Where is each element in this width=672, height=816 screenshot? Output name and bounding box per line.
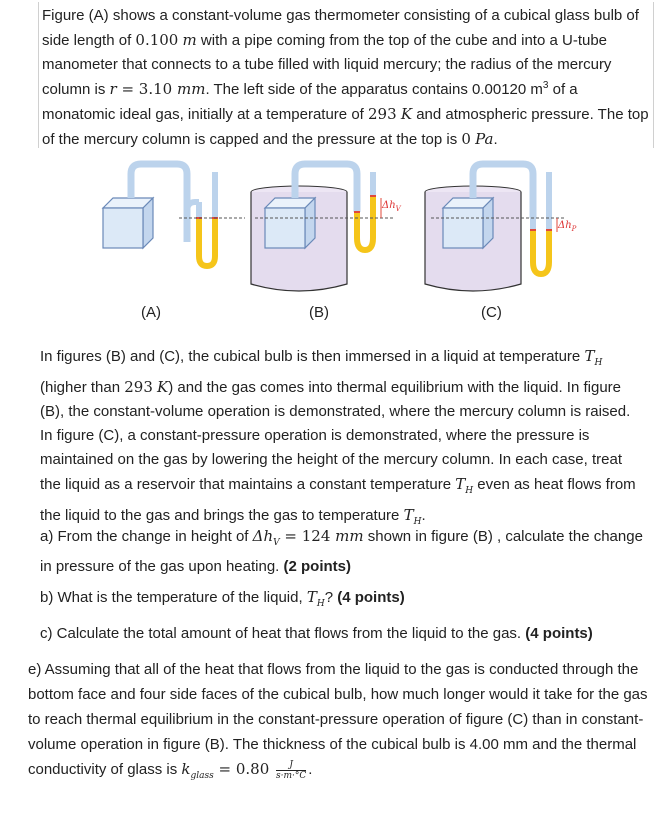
immersion-paragraph: In figures (B) and (C), the cubical bulb is then immersed in a liquid at temperature $T_H$ (higher than 293 K) and the gas comes into thermal equilibrium with the liquid. In figure (B), the constant-volume operation is demonstrated, where the mercury column is raised. In figure (C), a constant-pressure operation is demonstrated, where the pressure is maintained on the gas by lowering the height of the mercury column. In each case, treat the liquid as a reservoir that maintains a constant temperature $T_H$ even as heat flows from the liquid to the gas and brings the gas to temperature $T_H$. xyxy=(40,347,636,527)
intro-text-2: with a pipe coming from the top of the cube and into a U-tube manometer that connects to a tube filled with liquid mercury; the radius of the mercury column is xyxy=(42,32,612,98)
side-length-unit: m xyxy=(182,31,197,49)
delta-h-v-symbol: Δh xyxy=(252,527,274,545)
top-pressure-value: 0 xyxy=(461,130,471,148)
delta-h-v-label: $\Delta h_V$ xyxy=(382,200,401,213)
question-a: a) From the change in height of $\Delta h_V = 124$ mm shown in figure (B) , calculate the change in pressure of the gas upon heating. (2 points) xyxy=(40,527,643,575)
radius-unit: mm xyxy=(176,80,206,98)
delta-h-p-label: $\Delta h_P$ xyxy=(558,220,577,233)
conductivity-unit-fraction: $\frac{J}{s\cdot m\cdot^\circ C}$ xyxy=(276,759,307,781)
figure-label-b: (B) xyxy=(309,304,329,321)
intro-text-6: . xyxy=(493,131,498,148)
apparatus-figure xyxy=(95,152,595,330)
intro-text-5: and atmospheric pressure. The top of the mercury column is capped and the pressure at the top is xyxy=(42,106,649,148)
question-c-points: (4 points) xyxy=(525,625,593,642)
figure-label-a: (A) xyxy=(141,304,161,321)
k-glass-symbol: k xyxy=(181,760,191,778)
question-c: c) Calculate the total amount of heat that flows from the liquid to the gas. (4 points) xyxy=(40,625,593,642)
figure-a-apparatus xyxy=(103,164,245,266)
th-symbol: T xyxy=(584,347,595,365)
question-b-points: (4 points) xyxy=(337,589,405,606)
question-b: b) What is the temperature of the liquid, $T_H$? (4 points) xyxy=(40,588,405,609)
intro-paragraph xyxy=(40,4,650,152)
temperature-unit: K xyxy=(400,105,413,123)
radius-symbol: r xyxy=(109,80,117,98)
intro-text-1: Figure (A) shows a constant-volume gas thermometer consisting of a cubical glass bulb of side length of xyxy=(42,7,639,49)
intro-text-4: of a monatomic ideal gas, initially at a temperature of xyxy=(42,81,578,123)
figure-c-apparatus xyxy=(425,164,565,291)
question-a-points: (2 points) xyxy=(283,558,352,575)
apparatus-diagram xyxy=(95,152,595,330)
cubed-superscript: 3 xyxy=(542,80,549,91)
side-length-value: 0.100 xyxy=(135,31,179,49)
initial-temperature: 293 xyxy=(368,105,397,123)
cube-c xyxy=(443,208,483,248)
mercury-c xyxy=(533,230,549,274)
cube-a-front xyxy=(103,208,143,248)
pressure-unit: Pa xyxy=(475,130,494,148)
question-e: e) Assuming that all of the heat that flows from the liquid to the gas is conducted through the bottom face and four side faces of the cubical bulb, how much longer would it take for the gas to reach thermal equilibrium in the constant-pressure operation of figure (C) than in constant-volume operation in figure (B). The thickness of the cubical bulb is 4.00 mm and the thermal conductivity of glass is $k_{glass} = 0.80$ $\frac{J}{s\cdot m\cdot^\circ C}$ . xyxy=(28,661,648,781)
cube-b xyxy=(265,208,305,248)
intro-text-3: . The left side of the apparatus contains 0.00120 m xyxy=(205,81,543,98)
radius-value: = 3.10 xyxy=(116,80,177,98)
figure-b-apparatus xyxy=(251,164,395,291)
figure-label-c: (C) xyxy=(481,304,502,321)
